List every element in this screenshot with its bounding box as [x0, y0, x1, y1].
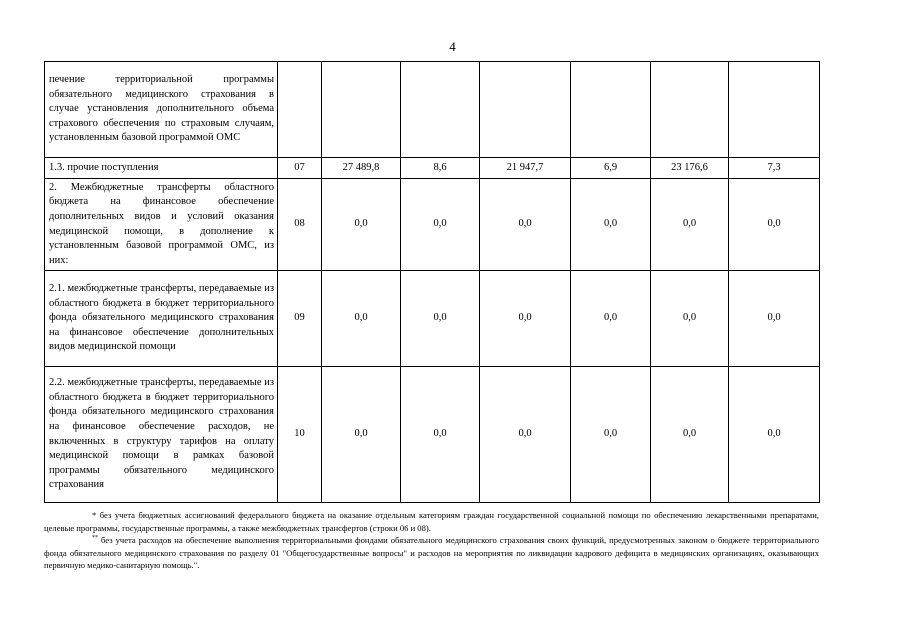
row-label: 2.2. межбюджетные трансферты, передаваемые из областного бюджета в бюджет территориального фонда обязательного медицинского страхования на финансовое обеспечение расходов, не включенных в структуру тарифов на оплату медицинской помощи в рамках базовой программы обязательного медицинского страхования [45, 367, 278, 503]
row-code: 08 [278, 179, 322, 271]
row-label: 2. Межбюджетные трансферты областного бюджета на финансовое обеспечение дополнительных видов и условий оказания медицинской помощи, в дополнение к установленным базовой программой ОМС, из них: [45, 179, 278, 271]
footnotes [44, 509, 819, 572]
table-cell [729, 62, 820, 158]
table-cell: 0,0 [651, 179, 729, 271]
footnote-second [44, 534, 819, 572]
footnote-mark: * [92, 510, 97, 520]
table-cell: 0,0 [322, 367, 401, 503]
footnote-first [44, 509, 819, 534]
table-cell [651, 62, 729, 158]
table-row [45, 62, 820, 158]
table-cell: 0,0 [480, 179, 571, 271]
row-code: 07 [278, 158, 322, 179]
table-row [45, 367, 820, 503]
table-cell: 21 947,7 [480, 158, 571, 179]
table-cell: 0,0 [729, 179, 820, 271]
table-cell: 23 176,6 [651, 158, 729, 179]
row-code: 09 [278, 271, 322, 367]
table-cell: 0,0 [571, 367, 651, 503]
table-cell: 0,0 [571, 271, 651, 367]
table-cell [401, 62, 480, 158]
table-cell: 0,0 [571, 179, 651, 271]
table-cell: 0,0 [651, 367, 729, 503]
footnote-text: без учета бюджетных ассигнований федерального бюджета на оказание отдельным категориям граждан государственной социальной помощи по обеспечению лекарственными препаратами, целевые программы, государственные программы, а также межбюджетных трансфертов (строки 06 и 08). [44, 510, 819, 533]
table-cell: 0,0 [322, 271, 401, 367]
table-cell: 7,3 [729, 158, 820, 179]
row-label: 1.3. прочие поступления [45, 158, 278, 179]
row-label: печение территориальной программы обязательного медицинского страхования в случае установления дополнительного объема страхового обеспечения по страховым случаям, установленным базовой программой ОМС [45, 62, 278, 158]
table-cell: 27 489,8 [322, 158, 401, 179]
row-label: 2.1. межбюджетные трансферты, передаваемые из областного бюджета в бюджет территориального фонда обязательного медицинского страхования на финансовое обеспечение дополнительных видов медицинской помощи [45, 271, 278, 367]
table-cell: 0,0 [729, 367, 820, 503]
table-cell: 0,0 [322, 179, 401, 271]
table-cell: 6,9 [571, 158, 651, 179]
table-cell: 8,6 [401, 158, 480, 179]
table-cell: 0,0 [401, 367, 480, 503]
footnote-closing-quote: ". [193, 560, 200, 571]
table-row [45, 158, 820, 179]
footnote-mark: ** [92, 535, 98, 542]
table-cell: 0,0 [401, 271, 480, 367]
table-cell: 0,0 [480, 367, 571, 503]
table-cell [322, 62, 401, 158]
funding-table [44, 61, 820, 503]
row-code: 10 [278, 367, 322, 503]
table-row [45, 271, 820, 367]
footnote-text: без учета расходов на обеспечение выполнения территориальными фондами обязательного медицинского страхования своих функций, предусмотренных законом о бюджете территориального фонда обязательного медицинского страхования по разделу 01 "Общегосударственные вопросы" и расходов на мероприятия по ликвидации кадрового дефицита в медицинских организациях, оказывающих первичную медико-санитарную помощь. [44, 535, 819, 571]
row-code [278, 62, 322, 158]
table-row [45, 179, 820, 271]
table-cell: 0,0 [729, 271, 820, 367]
table-cell [480, 62, 571, 158]
table-cell [571, 62, 651, 158]
table-cell: 0,0 [401, 179, 480, 271]
page-number: 4 [449, 39, 456, 54]
table-cell: 0,0 [480, 271, 571, 367]
table-cell: 0,0 [651, 271, 729, 367]
